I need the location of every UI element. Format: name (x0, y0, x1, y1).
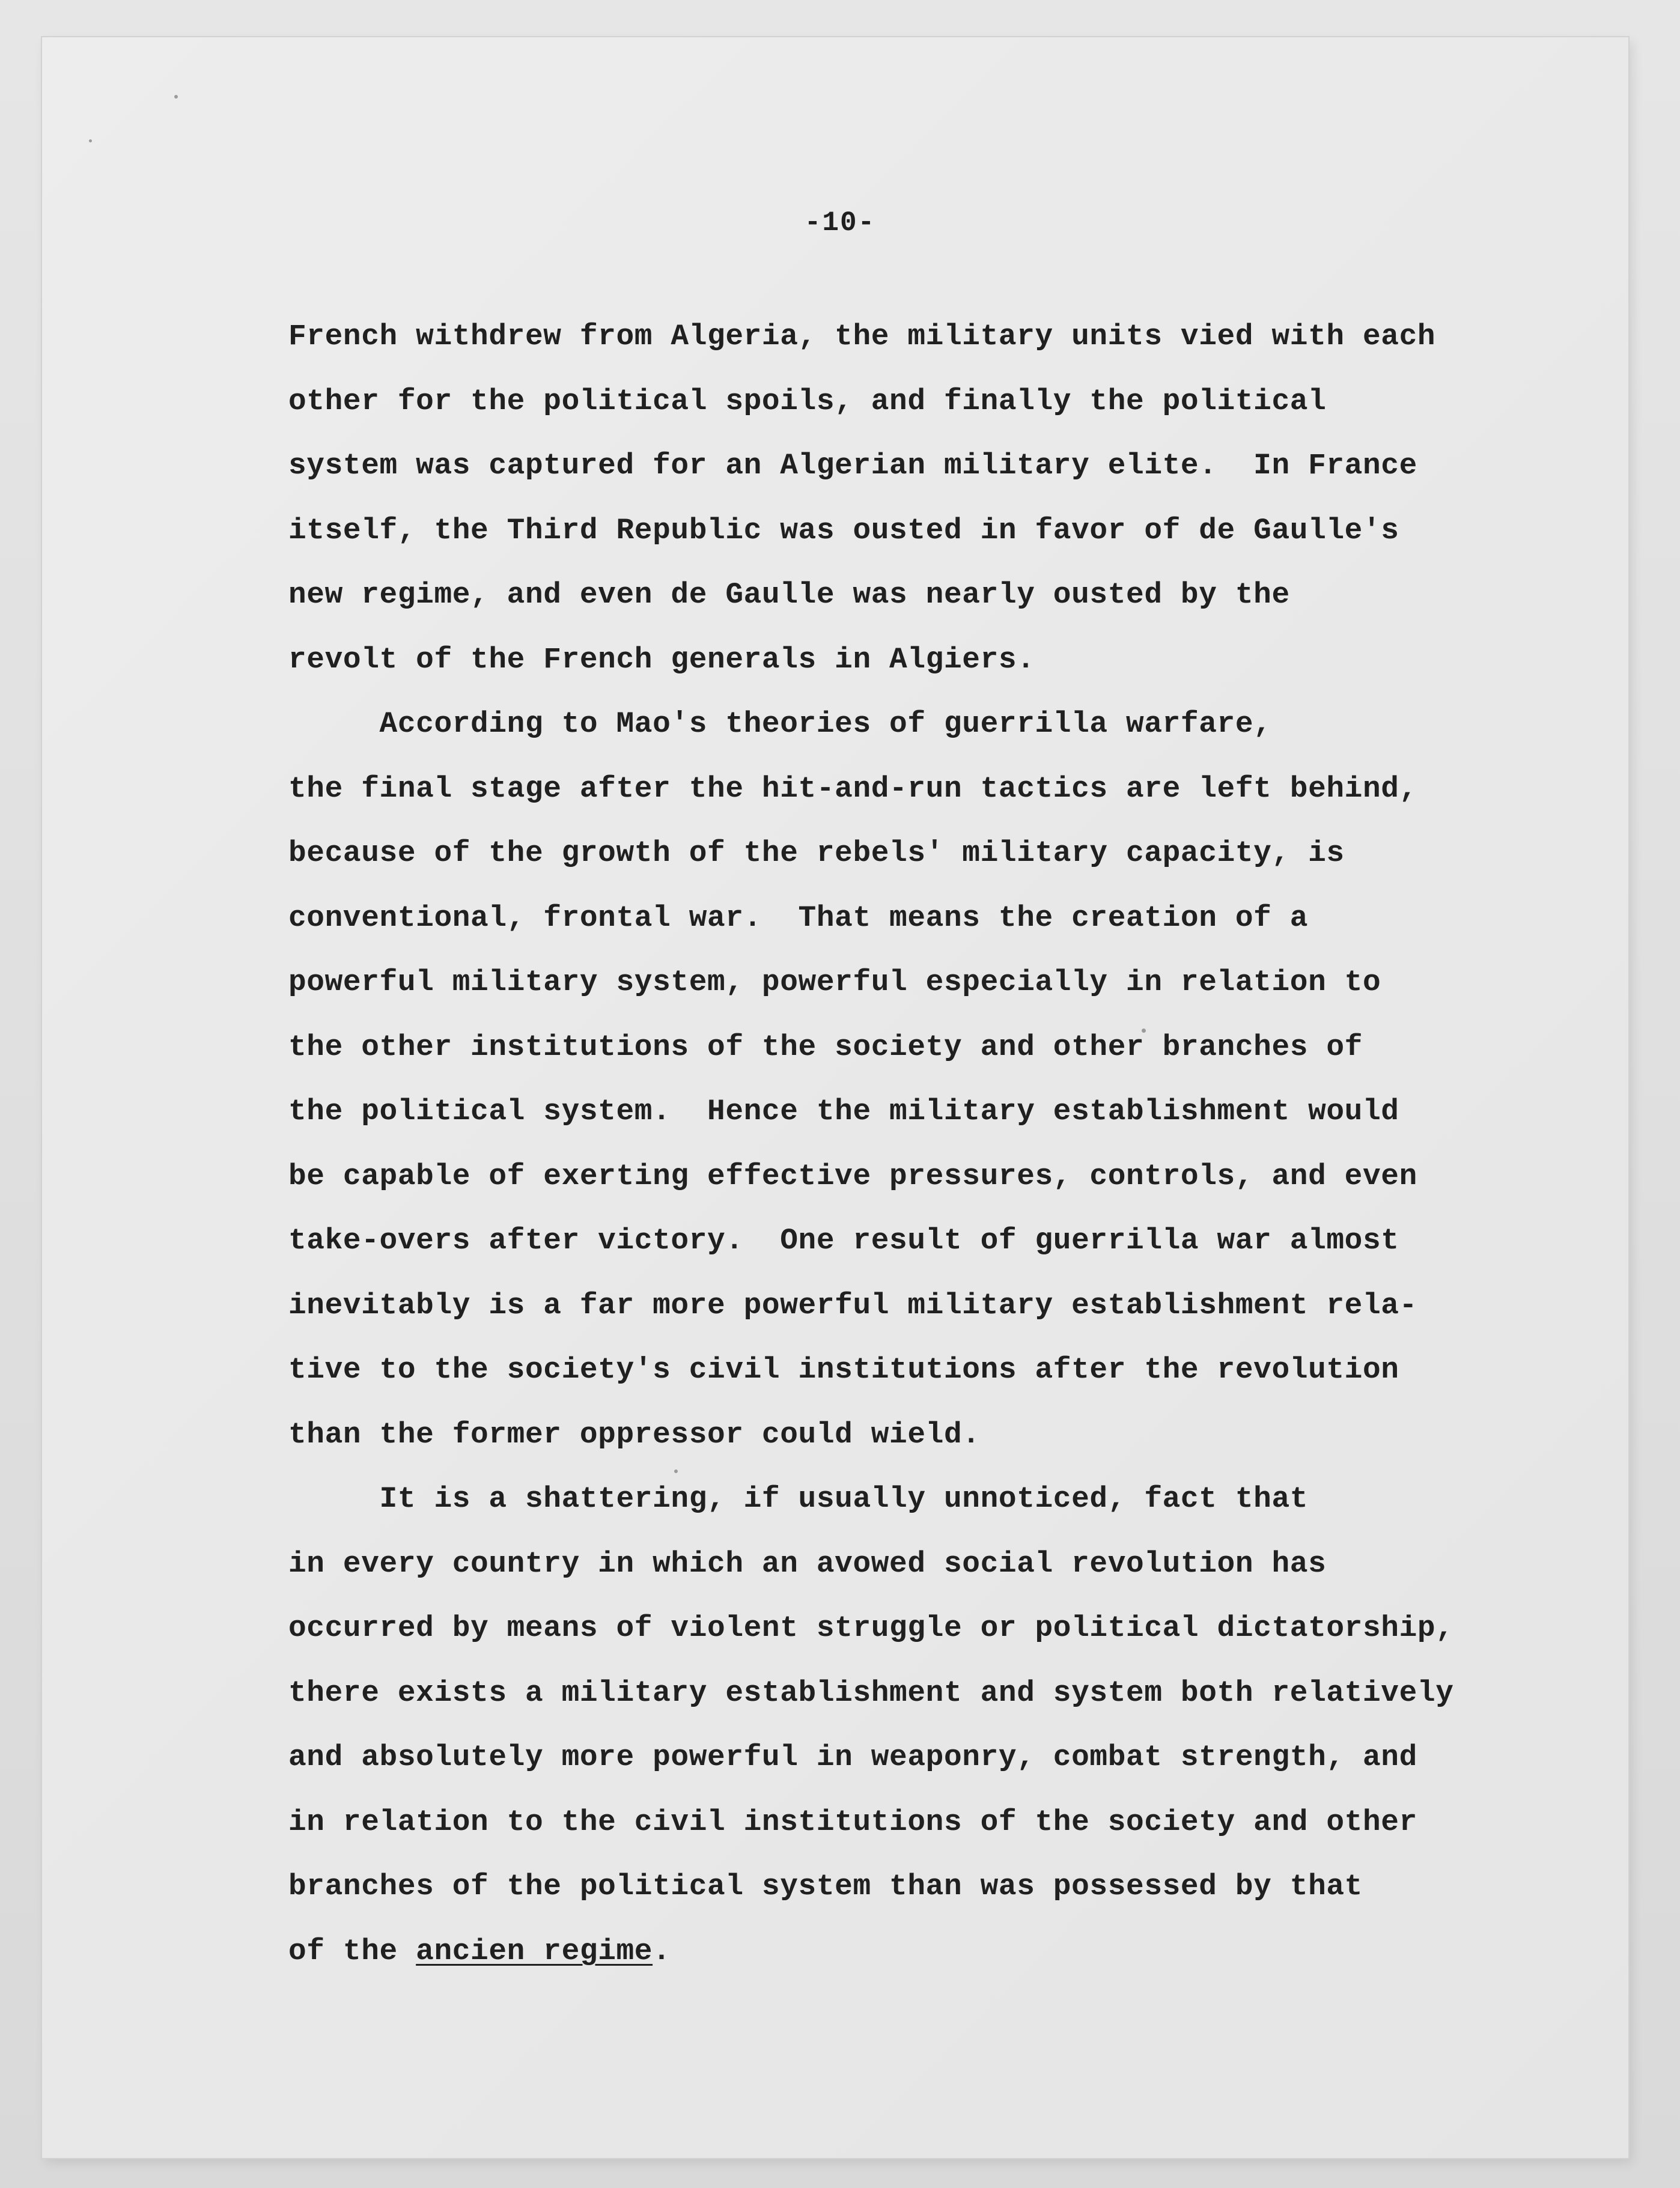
underlined-phrase: ancien regime (416, 1934, 653, 1968)
scan-speck (89, 139, 92, 142)
scan-speck (674, 1469, 678, 1473)
text-line: conventional, frontal war. That means the creation of a (288, 901, 1309, 935)
text-line: powerful military system, powerful especially in relation to (288, 965, 1381, 999)
text-line: other for the political spoils, and finally the political (288, 384, 1327, 418)
page-number: -10- (804, 207, 876, 239)
text-segment: . (653, 1934, 671, 1968)
text-line: inevitably is a far more powerful military establishment rela- (288, 1289, 1417, 1322)
text-line: than the former oppressor could wield. (288, 1418, 981, 1451)
text-line: in relation to the civil institutions of the society and other (288, 1805, 1417, 1839)
text-line: be capable of exerting effective pressures, controls, and even (288, 1159, 1417, 1193)
text-line: because of the growth of the rebels' military capacity, is (288, 836, 1345, 870)
text-line: there exists a military establishment and system both relatively (288, 1676, 1454, 1710)
text-line: take-overs after victory. One result of guerrilla war almost (288, 1224, 1399, 1257)
text-line: in every country in which an avowed social revolution has (288, 1547, 1327, 1581)
text-line: French withdrew from Algeria, the military units vied with each (288, 320, 1436, 353)
text-line: According to Mao's theories of guerrilla warfare, (288, 707, 1272, 741)
text-line: branches of the political system than was possessed by that (288, 1870, 1363, 1903)
text-line: It is a shattering, if usually unnoticed, fact that (288, 1482, 1309, 1516)
scan-speck (174, 95, 178, 99)
text-line: the political system. Hence the military establishment would (288, 1095, 1399, 1128)
text-line: occurred by means of violent struggle or political dictatorship, (288, 1611, 1454, 1645)
text-line: tive to the society's civil institutions after the revolution (288, 1353, 1399, 1387)
text-line: new regime, and even de Gaulle was nearly ousted by the (288, 578, 1290, 612)
text-line: the other institutions of the society and other branches of (288, 1030, 1363, 1064)
text-line: revolt of the French generals in Algiers. (288, 643, 1035, 676)
text-line: system was captured for an Algerian military elite. In France (288, 449, 1417, 482)
text-line: the final stage after the hit-and-run tactics are left behind, (288, 772, 1417, 806)
text-line-last (288, 1933, 671, 1969)
text-line: and absolutely more powerful in weaponry, combat strength, and (288, 1740, 1417, 1774)
text-line: itself, the Third Republic was ousted in favor of de Gaulle's (288, 514, 1399, 547)
text-segment: of the (288, 1934, 416, 1968)
